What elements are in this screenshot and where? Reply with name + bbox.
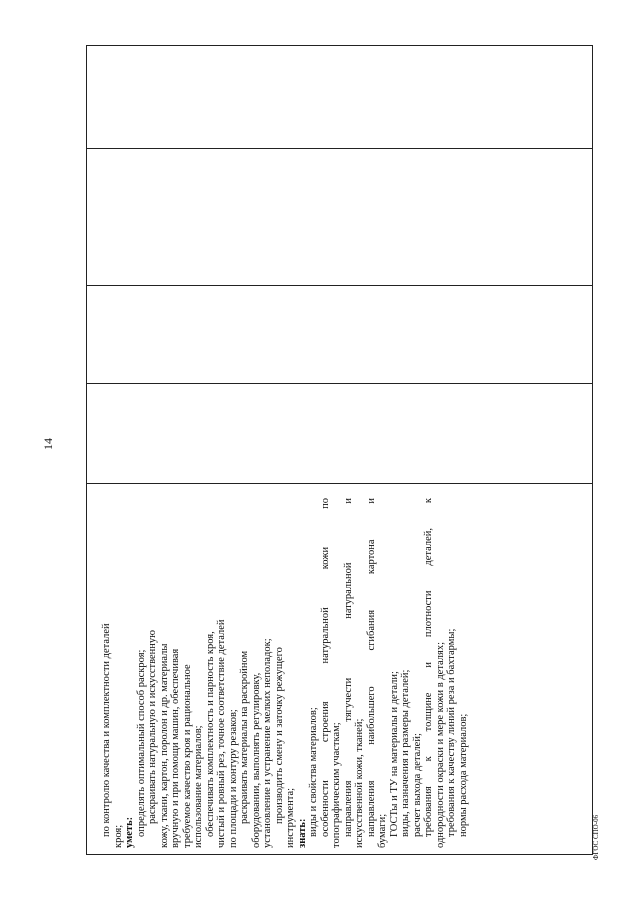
text-line: виды и свойства материалов; (308, 707, 319, 837)
table-cell-empty-4 (86, 383, 593, 483)
table-cell-skills (86, 483, 593, 855)
text-line: установление и устранение мелких неполадок; (262, 638, 273, 848)
text-line: требования к качеству линий реза и бахтармы; (446, 628, 457, 837)
text-line: кожу, ткани, картон, поролон и др. материалы (158, 643, 170, 848)
text-line: вручную и при помощи машин, обеспечивая (170, 648, 181, 848)
skills-text (101, 498, 541, 848)
section-heading-knowledge: знать: (296, 818, 308, 848)
text-line: бумаги; (377, 813, 388, 848)
table-cell-empty-2 (86, 148, 593, 285)
text-line: однородности окраски и мере кожи в деталях; (434, 641, 446, 848)
text-line: по площади и контуру резаков; (227, 709, 239, 848)
text-line: оборудовании, выполнять регулировку, (250, 672, 262, 848)
text-line: определять оптимальный способ раскроя; (135, 649, 147, 837)
text-line: использование материалов; (193, 725, 204, 848)
text-line: чистый и ровный рез, точное соответствие деталей (216, 619, 227, 848)
text-line: виды, назначения и размеры деталей; (400, 669, 411, 837)
text-line: ГОСТы и ТУ на материалы и детали; (388, 671, 400, 837)
text-line: раскраивать натуральную и искусственную (147, 629, 158, 824)
text-line: производить смену и заточку режущего (273, 647, 285, 824)
text-line: топографическим участкам; (331, 722, 342, 848)
text-line: требования к толщине и плотности деталей, к (423, 498, 434, 837)
text-line: искусственной кожи, тканей; (354, 718, 365, 848)
text-line: требуемое качество кроя и рациональное (181, 664, 193, 848)
text-line: кроя; (112, 824, 124, 848)
text-line: направления тягучести натуральной и (342, 498, 354, 837)
text-line: нормы расхода материалов; (457, 713, 469, 837)
text-line: направления наибольшего сгибания картона и (365, 498, 377, 837)
text-line: по контролю качества и комплектности деталей (101, 623, 112, 837)
document-code: ФГОС СПО-06 (592, 814, 600, 860)
rotated-cell-content (87, 484, 594, 856)
text-line: особенности строения натуральной кожи по (319, 498, 331, 837)
section-heading-skills: уметь: (124, 816, 135, 848)
competency-table (86, 45, 593, 855)
text-line: раскраивать материалы на раскройном (239, 650, 250, 824)
table-cell-empty-3 (86, 285, 593, 383)
text-line: расчет выхода деталей; (411, 733, 423, 837)
text-line: обеспечивать комплектность и парность кроя, (204, 631, 216, 837)
page-number: 14 (41, 438, 55, 450)
table-cell-empty-1 (86, 45, 593, 148)
text-line: инструмента; (285, 787, 296, 848)
